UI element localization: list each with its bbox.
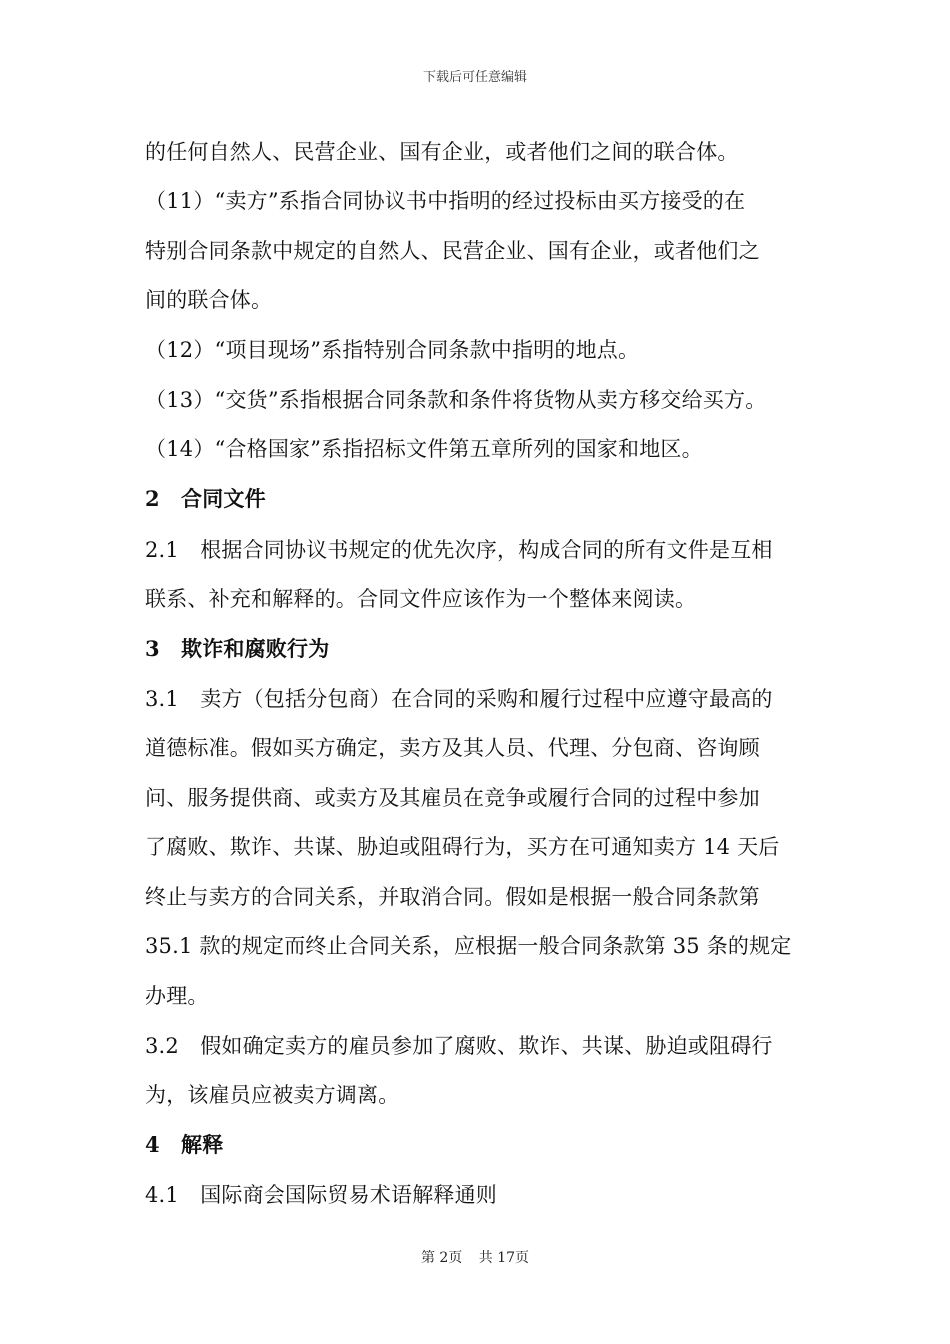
paragraph-line: 道德标准。假如买方确定，卖方及其人员、代理、分包商、咨询顾 xyxy=(145,736,760,760)
section-heading: 4 解释 xyxy=(145,1132,224,1157)
paragraph-line: （13）“交货”系指根据合同条款和条件将货物从卖方移交给买方。 xyxy=(145,388,767,412)
paragraph-line: （14）“合格国家”系指招标文件第五章所列的国家和地区。 xyxy=(145,437,703,461)
section-heading: 2 合同文件 xyxy=(145,486,266,511)
paragraph-line: 4.1 国际商会国际贸易术语解释通则 xyxy=(145,1183,497,1207)
paragraph-line: 间的联合体。 xyxy=(145,288,273,312)
paragraph-line: 为，该雇员应被卖方调离。 xyxy=(145,1083,400,1107)
paragraph-line: 了腐败、欺诈、共谋、胁迫或阻碍行为，买方在可通知卖方 14 天后 xyxy=(145,835,780,859)
paragraph-line: 联系、补充和解释的。合同文件应该作为一个整体来阅读。 xyxy=(145,587,697,611)
paragraph-line: 3.1 卖方（包括分包商）在合同的采购和履行过程中应遵守最高的 xyxy=(145,687,773,711)
paragraph-line: 终止与卖方的合同关系，并取消合同。假如是根据一般合同条款第 xyxy=(145,885,760,909)
paragraph-line: 特别合同条款中规定的自然人、民营企业、国有企业，或者他们之 xyxy=(145,239,760,263)
paragraph-line: （12）“项目现场”系指特别合同条款中指明的地点。 xyxy=(145,338,640,362)
paragraph-line: 2.1 根据合同协议书规定的优先次序，构成合同的所有文件是互相 xyxy=(145,538,773,562)
page-footer xyxy=(0,1247,950,1267)
page-number: 第 2页 xyxy=(420,1250,463,1266)
paragraph-line: 问、服务提供商、或卖方及其雇员在竞争或履行合同的过程中参加 xyxy=(145,786,760,810)
paragraph-line: 的任何自然人、民营企业、国有企业，或者他们之间的联合体。 xyxy=(145,140,739,164)
paragraph-line: （11）“卖方”系指合同协议书中指明的经过投标由买方接受的在 xyxy=(145,189,746,213)
section-heading: 3 欺诈和腐败行为 xyxy=(145,636,330,661)
paragraph-line: 3.2 假如确定卖方的雇员参加了腐败、欺诈、共谋、胁迫或阻碍行 xyxy=(145,1034,773,1058)
page-total: 共 17页 xyxy=(478,1250,530,1266)
paragraph-line: 35.1 款的规定而终止合同关系，应根据一般合同条款第 35 条的规定 xyxy=(145,934,792,958)
page-header: 下载后可任意编辑 xyxy=(422,70,527,85)
paragraph-line: 办理。 xyxy=(145,984,209,1008)
